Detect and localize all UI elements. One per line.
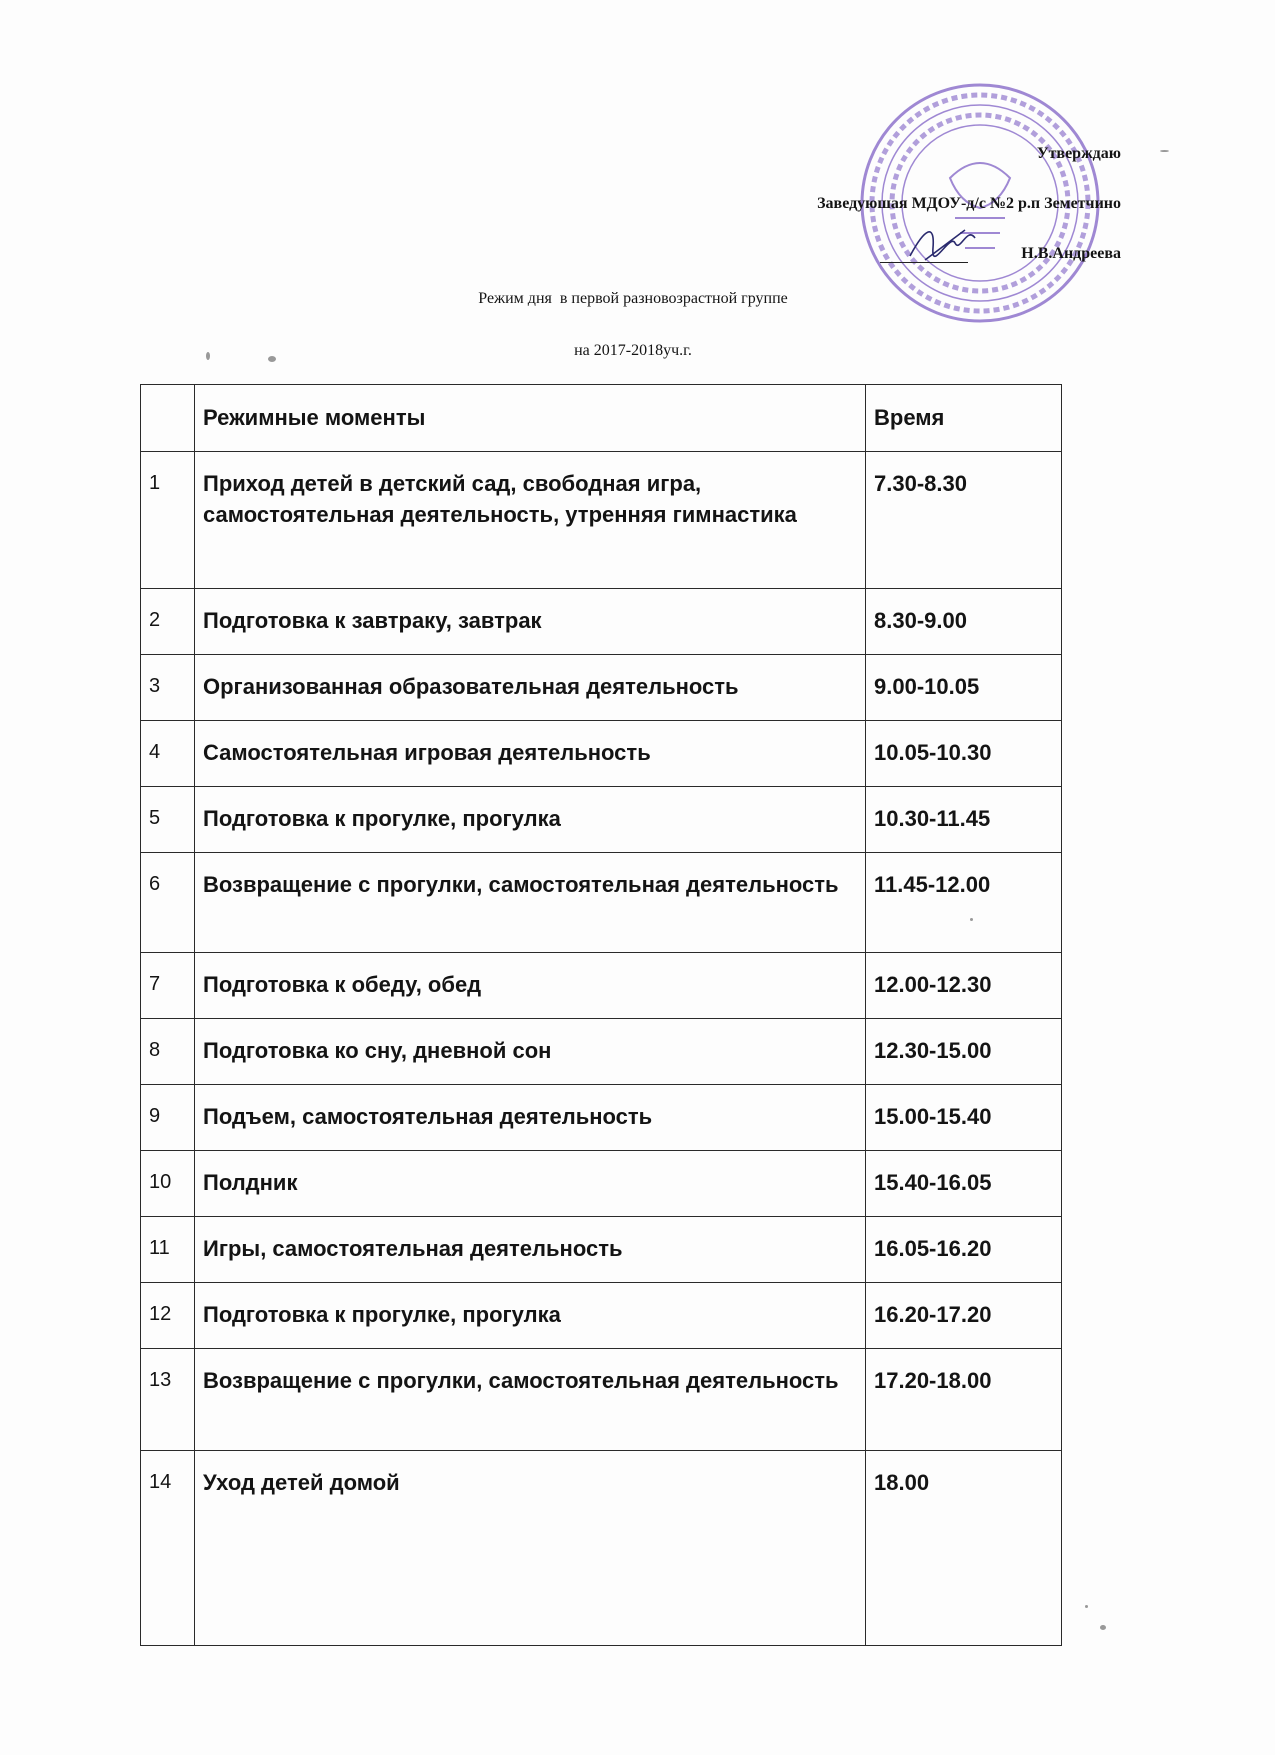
scan-speck (1100, 1625, 1106, 1630)
row-activity: Подготовка к прогулке, прогулка (195, 787, 866, 853)
row-time: 12.30-15.00 (866, 1019, 1062, 1085)
document-subtitle: на 2017-2018уч.г. (574, 342, 692, 359)
signature (905, 218, 985, 268)
table-row (141, 1283, 1062, 1349)
row-time: 15.40-16.05 (866, 1151, 1062, 1217)
row-number: 8 (141, 1019, 195, 1085)
row-time: 18.00 (866, 1451, 1062, 1646)
row-time: 9.00-10.05 (866, 655, 1062, 721)
row-time: 10.30-11.45 (866, 787, 1062, 853)
row-activity: Подготовка к завтраку, завтрак (195, 589, 866, 655)
table-row (141, 1217, 1062, 1283)
row-number: 10 (141, 1151, 195, 1217)
document-title: Режим дня в первой разновозрастной группе (478, 290, 788, 307)
header-time: Время (866, 385, 1062, 452)
approval-name: Н.В.Андреева (1021, 245, 1121, 262)
table-row (141, 1451, 1062, 1646)
header-activity: Режимные моменты (195, 385, 866, 452)
row-activity: Самостоятельная игровая деятельность (195, 721, 866, 787)
row-activity: Уход детей домой (195, 1451, 866, 1646)
table-row (141, 853, 1062, 953)
row-activity: Полдник (195, 1151, 866, 1217)
row-number: 1 (141, 452, 195, 589)
row-activity: Приход детей в детский сад, свободная игра, самостоятельная деятельность, утренняя гимнастика (195, 452, 866, 589)
table-row (141, 589, 1062, 655)
row-time: 16.05-16.20 (866, 1217, 1062, 1283)
schedule-table (140, 384, 1062, 1646)
row-time: 12.00-12.30 (866, 953, 1062, 1019)
signature-line (880, 262, 968, 263)
header-number (141, 385, 195, 452)
row-time: 11.45-12.00 (866, 853, 1062, 953)
row-number: 12 (141, 1283, 195, 1349)
scan-speck (1160, 150, 1169, 152)
row-number: 13 (141, 1349, 195, 1451)
table-row (141, 787, 1062, 853)
row-time: 15.00-15.40 (866, 1085, 1062, 1151)
row-number: 11 (141, 1217, 195, 1283)
row-time: 10.05-10.30 (866, 721, 1062, 787)
row-activity: Возвращение с прогулки, самостоятельная деятельность (195, 1349, 866, 1451)
row-time: 7.30-8.30 (866, 452, 1062, 589)
row-number: 3 (141, 655, 195, 721)
row-number: 4 (141, 721, 195, 787)
row-activity: Подготовка к обеду, обед (195, 953, 866, 1019)
table-row (141, 1019, 1062, 1085)
row-number: 6 (141, 853, 195, 953)
row-number: 2 (141, 589, 195, 655)
row-number: 9 (141, 1085, 195, 1151)
table-row (141, 721, 1062, 787)
table-row (141, 1151, 1062, 1217)
scan-speck (206, 352, 210, 360)
row-activity: Возвращение с прогулки, самостоятельная деятельность (195, 853, 866, 953)
row-number: 7 (141, 953, 195, 1019)
row-activity: Игры, самостоятельная деятельность (195, 1217, 866, 1283)
scan-speck (970, 918, 973, 921)
approval-position: Заведуюшая МДОУ-д/с №2 р.п Земетчино (817, 195, 1121, 212)
row-activity: Подготовка к прогулке, прогулка (195, 1283, 866, 1349)
table-row (141, 452, 1062, 589)
table-row (141, 953, 1062, 1019)
row-activity: Подъем, самостоятельная деятельность (195, 1085, 866, 1151)
table-row (141, 1085, 1062, 1151)
row-activity: Подготовка ко сну, дневной сон (195, 1019, 866, 1085)
row-time: 8.30-9.00 (866, 589, 1062, 655)
row-time: 17.20-18.00 (866, 1349, 1062, 1451)
table-row (141, 655, 1062, 721)
scan-speck (1085, 1605, 1088, 1608)
scan-speck (268, 356, 276, 362)
row-time: 16.20-17.20 (866, 1283, 1062, 1349)
row-activity: Организованная образовательная деятельность (195, 655, 866, 721)
table-header-row (141, 385, 1062, 452)
approval-caption: Утверждаю (1036, 145, 1121, 162)
row-number: 14 (141, 1451, 195, 1646)
table-row (141, 1349, 1062, 1451)
row-number: 5 (141, 787, 195, 853)
